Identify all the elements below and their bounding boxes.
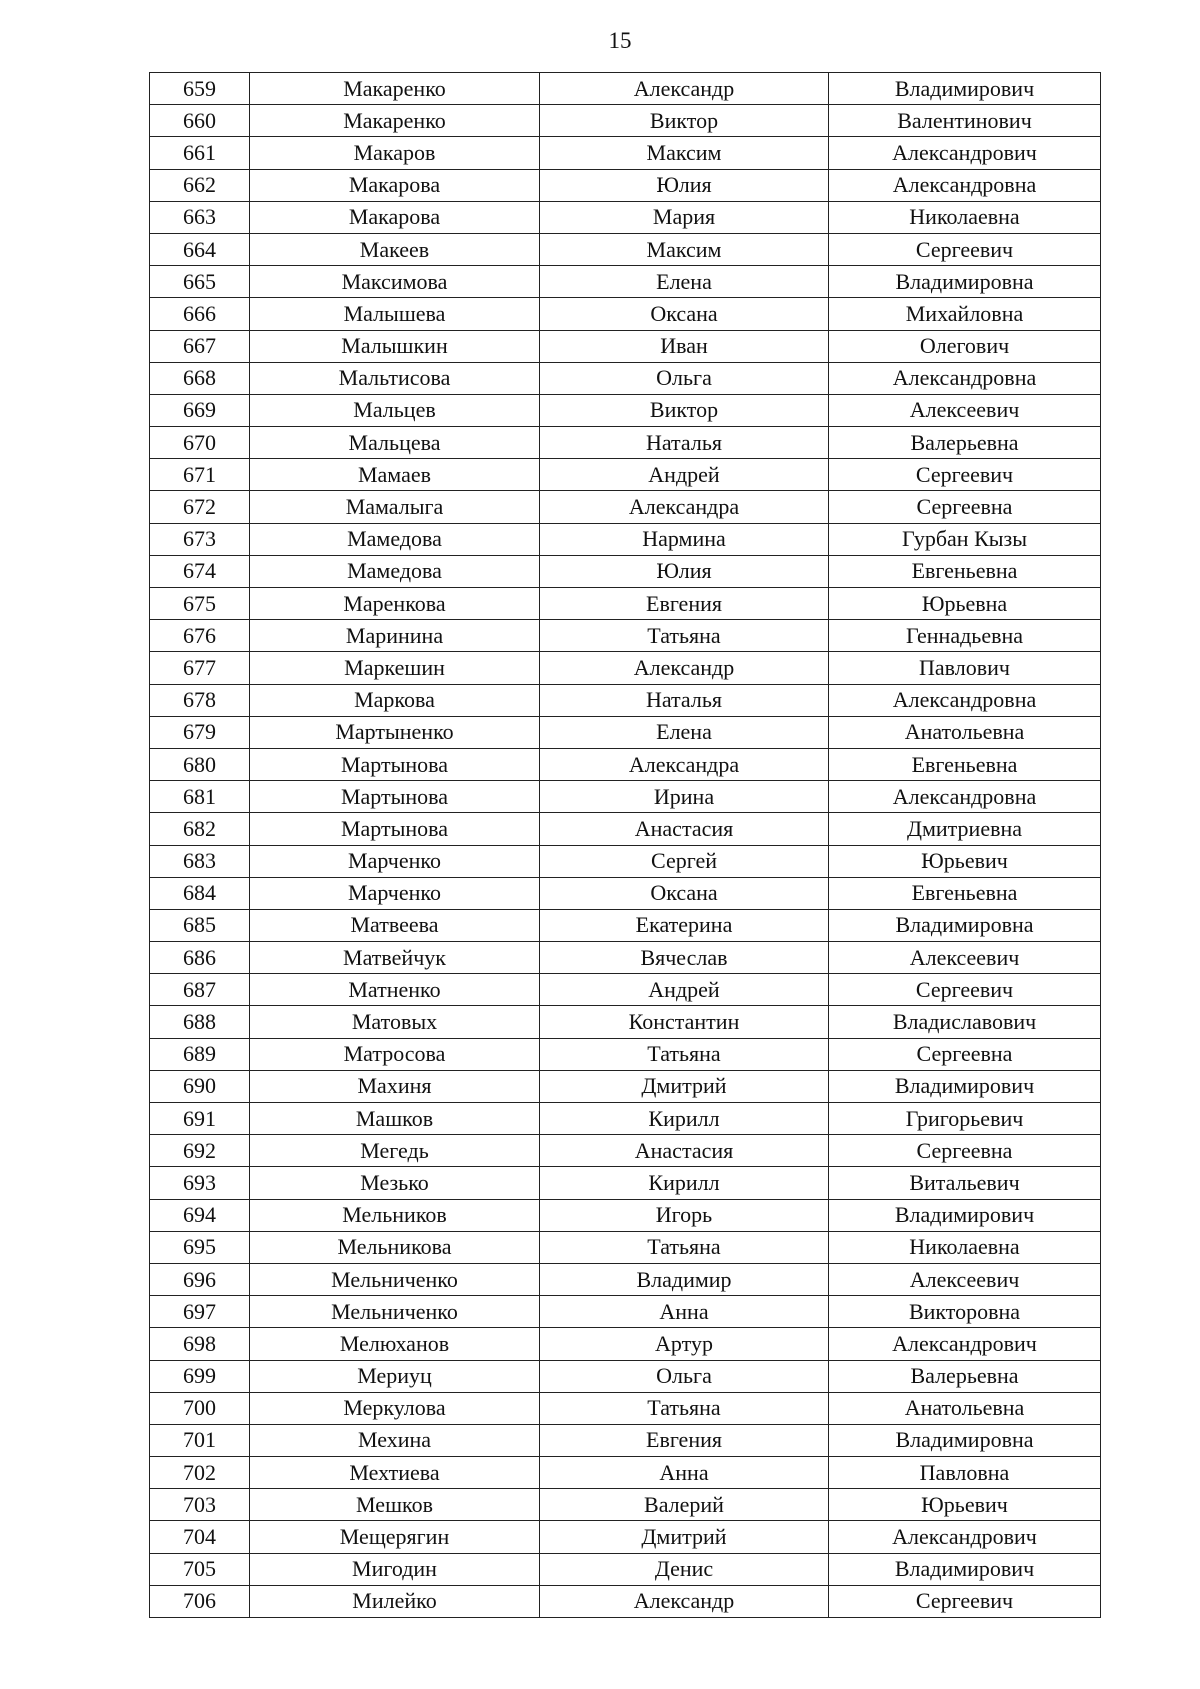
first-name-cell: Наталья: [540, 427, 829, 459]
row-number-cell: 690: [150, 1070, 250, 1102]
first-name-cell: Андрей: [540, 974, 829, 1006]
row-number-cell: 685: [150, 909, 250, 941]
patronymic-cell: Александровна: [829, 684, 1101, 716]
row-number-cell: 687: [150, 974, 250, 1006]
patronymic-cell: Юрьевич: [829, 845, 1101, 877]
last-name-cell: Матовых: [250, 1006, 540, 1038]
last-name-cell: Мегедь: [250, 1135, 540, 1167]
patronymic-cell: Сергеевич: [829, 974, 1101, 1006]
table-row: [150, 1199, 1101, 1231]
first-name-cell: Татьяна: [540, 1231, 829, 1263]
first-name-cell: Александр: [540, 1585, 829, 1617]
patronymic-cell: Алексеевич: [829, 1263, 1101, 1295]
patronymic-cell: Владимировна: [829, 266, 1101, 298]
table-row: [150, 201, 1101, 233]
patronymic-cell: Сергеевна: [829, 1135, 1101, 1167]
patronymic-cell: Владимирович: [829, 73, 1101, 105]
first-name-cell: Александр: [540, 652, 829, 684]
last-name-cell: Мамедова: [250, 523, 540, 555]
row-number-cell: 686: [150, 942, 250, 974]
last-name-cell: Мамаев: [250, 459, 540, 491]
patronymic-cell: Александрович: [829, 137, 1101, 169]
table-row: [150, 588, 1101, 620]
first-name-cell: Ольга: [540, 362, 829, 394]
last-name-cell: Максимова: [250, 266, 540, 298]
patronymic-cell: Гурбан Кызы: [829, 523, 1101, 555]
last-name-cell: Малышева: [250, 298, 540, 330]
last-name-cell: Мещерягин: [250, 1521, 540, 1553]
last-name-cell: Мериуц: [250, 1360, 540, 1392]
row-number-cell: 691: [150, 1103, 250, 1135]
patronymic-cell: Владимировна: [829, 1424, 1101, 1456]
row-number-cell: 679: [150, 716, 250, 748]
table-row: [150, 137, 1101, 169]
table-row: [150, 1585, 1101, 1617]
row-number-cell: 670: [150, 427, 250, 459]
last-name-cell: Маркешин: [250, 652, 540, 684]
first-name-cell: Дмитрий: [540, 1521, 829, 1553]
patronymic-cell: Сергеевна: [829, 491, 1101, 523]
table-row: [150, 491, 1101, 523]
last-name-cell: Макаренко: [250, 73, 540, 105]
first-name-cell: Сергей: [540, 845, 829, 877]
row-number-cell: 689: [150, 1038, 250, 1070]
table-row: [150, 105, 1101, 137]
row-number-cell: 705: [150, 1553, 250, 1585]
table-row: [150, 459, 1101, 491]
last-name-cell: Маренкова: [250, 588, 540, 620]
patronymic-cell: Евгеньевна: [829, 555, 1101, 587]
last-name-cell: Мельников: [250, 1199, 540, 1231]
last-name-cell: Макаров: [250, 137, 540, 169]
patronymic-cell: Юрьевна: [829, 588, 1101, 620]
last-name-cell: Мехина: [250, 1424, 540, 1456]
first-name-cell: Татьяна: [540, 1392, 829, 1424]
patronymic-cell: Николаевна: [829, 1231, 1101, 1263]
patronymic-cell: Владимировна: [829, 909, 1101, 941]
patronymic-cell: Алексеевич: [829, 394, 1101, 426]
table-row: [150, 1424, 1101, 1456]
last-name-cell: Макеев: [250, 233, 540, 265]
first-name-cell: Кирилл: [540, 1103, 829, 1135]
patronymic-cell: Сергеевич: [829, 459, 1101, 491]
table-row: [150, 620, 1101, 652]
table-row: [150, 427, 1101, 459]
row-number-cell: 704: [150, 1521, 250, 1553]
table-row: [150, 1038, 1101, 1070]
last-name-cell: Мезько: [250, 1167, 540, 1199]
table-row: [150, 362, 1101, 394]
table-row: [150, 684, 1101, 716]
last-name-cell: Мартыненко: [250, 716, 540, 748]
last-name-cell: Мальцева: [250, 427, 540, 459]
patronymic-cell: Михайловна: [829, 298, 1101, 330]
first-name-cell: Елена: [540, 266, 829, 298]
row-number-cell: 668: [150, 362, 250, 394]
row-number-cell: 666: [150, 298, 250, 330]
first-name-cell: Иван: [540, 330, 829, 362]
row-number-cell: 674: [150, 555, 250, 587]
table-row: [150, 1103, 1101, 1135]
first-name-cell: Виктор: [540, 105, 829, 137]
table-row: [150, 942, 1101, 974]
patronymic-cell: Александрович: [829, 1521, 1101, 1553]
row-number-cell: 673: [150, 523, 250, 555]
row-number-cell: 693: [150, 1167, 250, 1199]
last-name-cell: Марченко: [250, 877, 540, 909]
patronymic-cell: Валерьевна: [829, 1360, 1101, 1392]
first-name-cell: Наталья: [540, 684, 829, 716]
patronymic-cell: Геннадьевна: [829, 620, 1101, 652]
row-number-cell: 671: [150, 459, 250, 491]
patronymic-cell: Анатольевна: [829, 1392, 1101, 1424]
patronymic-cell: Владимирович: [829, 1553, 1101, 1585]
row-number-cell: 683: [150, 845, 250, 877]
row-number-cell: 672: [150, 491, 250, 523]
patronymic-cell: Сергеевич: [829, 233, 1101, 265]
patronymic-cell: Александрович: [829, 1328, 1101, 1360]
row-number-cell: 700: [150, 1392, 250, 1424]
first-name-cell: Анна: [540, 1296, 829, 1328]
patronymic-cell: Евгеньевна: [829, 877, 1101, 909]
last-name-cell: Матвейчук: [250, 942, 540, 974]
first-name-cell: Ирина: [540, 781, 829, 813]
patronymic-cell: Сергеевна: [829, 1038, 1101, 1070]
last-name-cell: Мелюханов: [250, 1328, 540, 1360]
table-row: [150, 1360, 1101, 1392]
last-name-cell: Мельниченко: [250, 1263, 540, 1295]
table-row: [150, 652, 1101, 684]
table-row: [150, 298, 1101, 330]
table-row: [150, 555, 1101, 587]
row-number-cell: 688: [150, 1006, 250, 1038]
row-number-cell: 677: [150, 652, 250, 684]
first-name-cell: Мария: [540, 201, 829, 233]
row-number-cell: 706: [150, 1585, 250, 1617]
last-name-cell: Макарова: [250, 201, 540, 233]
table-row: [150, 813, 1101, 845]
row-number-cell: 675: [150, 588, 250, 620]
row-number-cell: 697: [150, 1296, 250, 1328]
first-name-cell: Ольга: [540, 1360, 829, 1392]
table-row: [150, 1489, 1101, 1521]
last-name-cell: Макаренко: [250, 105, 540, 137]
patronymic-cell: Алексеевич: [829, 942, 1101, 974]
first-name-cell: Анастасия: [540, 813, 829, 845]
last-name-cell: Мальтисова: [250, 362, 540, 394]
patronymic-cell: Витальевич: [829, 1167, 1101, 1199]
first-name-cell: Игорь: [540, 1199, 829, 1231]
table-row: [150, 1296, 1101, 1328]
table-row: [150, 394, 1101, 426]
patronymic-cell: Николаевна: [829, 201, 1101, 233]
first-name-cell: Юлия: [540, 169, 829, 201]
last-name-cell: Мельниченко: [250, 1296, 540, 1328]
patronymic-cell: Александровна: [829, 169, 1101, 201]
row-number-cell: 664: [150, 233, 250, 265]
table-row: [150, 716, 1101, 748]
patronymic-cell: Владимирович: [829, 1199, 1101, 1231]
patronymic-cell: Владиславович: [829, 1006, 1101, 1038]
row-number-cell: 662: [150, 169, 250, 201]
last-name-cell: Матросова: [250, 1038, 540, 1070]
table-row: [150, 523, 1101, 555]
first-name-cell: Владимир: [540, 1263, 829, 1295]
last-name-cell: Матненко: [250, 974, 540, 1006]
row-number-cell: 682: [150, 813, 250, 845]
patronymic-cell: Анатольевна: [829, 716, 1101, 748]
table-row: [150, 1392, 1101, 1424]
name-list-table: [149, 72, 1101, 1618]
first-name-cell: Юлия: [540, 555, 829, 587]
first-name-cell: Виктор: [540, 394, 829, 426]
table-row: [150, 877, 1101, 909]
table-row: [150, 1263, 1101, 1295]
table-row: [150, 845, 1101, 877]
patronymic-cell: Александровна: [829, 781, 1101, 813]
last-name-cell: Мамалыга: [250, 491, 540, 523]
row-number-cell: 694: [150, 1199, 250, 1231]
row-number-cell: 659: [150, 73, 250, 105]
row-number-cell: 667: [150, 330, 250, 362]
table-row: [150, 1135, 1101, 1167]
patronymic-cell: Валерьевна: [829, 427, 1101, 459]
row-number-cell: 678: [150, 684, 250, 716]
table-row: [150, 781, 1101, 813]
row-number-cell: 702: [150, 1457, 250, 1489]
first-name-cell: Александра: [540, 491, 829, 523]
table-row: [150, 1521, 1101, 1553]
table-row: [150, 974, 1101, 1006]
first-name-cell: Оксана: [540, 298, 829, 330]
row-number-cell: 661: [150, 137, 250, 169]
last-name-cell: Марченко: [250, 845, 540, 877]
row-number-cell: 703: [150, 1489, 250, 1521]
patronymic-cell: Владимирович: [829, 1070, 1101, 1102]
table-row: [150, 1457, 1101, 1489]
table-row: [150, 748, 1101, 780]
row-number-cell: 681: [150, 781, 250, 813]
table-row: [150, 169, 1101, 201]
first-name-cell: Вячеслав: [540, 942, 829, 974]
row-number-cell: 665: [150, 266, 250, 298]
first-name-cell: Нармина: [540, 523, 829, 555]
table-row: [150, 1070, 1101, 1102]
first-name-cell: Татьяна: [540, 1038, 829, 1070]
first-name-cell: Денис: [540, 1553, 829, 1585]
row-number-cell: 696: [150, 1263, 250, 1295]
patronymic-cell: Валентинович: [829, 105, 1101, 137]
last-name-cell: Мальцев: [250, 394, 540, 426]
first-name-cell: Константин: [540, 1006, 829, 1038]
row-number-cell: 701: [150, 1424, 250, 1456]
first-name-cell: Татьяна: [540, 620, 829, 652]
last-name-cell: Маринина: [250, 620, 540, 652]
last-name-cell: Матвеева: [250, 909, 540, 941]
first-name-cell: Екатерина: [540, 909, 829, 941]
table-row: [150, 1167, 1101, 1199]
first-name-cell: Евгения: [540, 1424, 829, 1456]
patronymic-cell: Павлович: [829, 652, 1101, 684]
first-name-cell: Александр: [540, 73, 829, 105]
first-name-cell: Валерий: [540, 1489, 829, 1521]
patronymic-cell: Павловна: [829, 1457, 1101, 1489]
first-name-cell: Кирилл: [540, 1167, 829, 1199]
patronymic-cell: Юрьевич: [829, 1489, 1101, 1521]
last-name-cell: Меркулова: [250, 1392, 540, 1424]
row-number-cell: 684: [150, 877, 250, 909]
row-number-cell: 676: [150, 620, 250, 652]
last-name-cell: Мешков: [250, 1489, 540, 1521]
row-number-cell: 660: [150, 105, 250, 137]
table-row: [150, 1328, 1101, 1360]
row-number-cell: 698: [150, 1328, 250, 1360]
row-number-cell: 699: [150, 1360, 250, 1392]
last-name-cell: Мартынова: [250, 748, 540, 780]
first-name-cell: Артур: [540, 1328, 829, 1360]
table-row: [150, 1231, 1101, 1263]
row-number-cell: 663: [150, 201, 250, 233]
first-name-cell: Евгения: [540, 588, 829, 620]
first-name-cell: Александра: [540, 748, 829, 780]
patronymic-cell: Сергеевич: [829, 1585, 1101, 1617]
table-row: [150, 1006, 1101, 1038]
row-number-cell: 695: [150, 1231, 250, 1263]
patronymic-cell: Евгеньевна: [829, 748, 1101, 780]
table-row: [150, 909, 1101, 941]
first-name-cell: Андрей: [540, 459, 829, 491]
last-name-cell: Мартынова: [250, 813, 540, 845]
last-name-cell: Мартынова: [250, 781, 540, 813]
last-name-cell: Мельникова: [250, 1231, 540, 1263]
table-body: [150, 73, 1101, 1618]
last-name-cell: Милейко: [250, 1585, 540, 1617]
table-row: [150, 1553, 1101, 1585]
patronymic-cell: Александровна: [829, 362, 1101, 394]
first-name-cell: Анастасия: [540, 1135, 829, 1167]
last-name-cell: Малышкин: [250, 330, 540, 362]
first-name-cell: Максим: [540, 233, 829, 265]
first-name-cell: Оксана: [540, 877, 829, 909]
patronymic-cell: Григорьевич: [829, 1103, 1101, 1135]
row-number-cell: 680: [150, 748, 250, 780]
row-number-cell: 669: [150, 394, 250, 426]
last-name-cell: Маркова: [250, 684, 540, 716]
table-row: [150, 233, 1101, 265]
row-number-cell: 692: [150, 1135, 250, 1167]
first-name-cell: Дмитрий: [540, 1070, 829, 1102]
table-row: [150, 73, 1101, 105]
first-name-cell: Елена: [540, 716, 829, 748]
last-name-cell: Мамедова: [250, 555, 540, 587]
first-name-cell: Максим: [540, 137, 829, 169]
page-number: 15: [608, 28, 632, 53]
last-name-cell: Махиня: [250, 1070, 540, 1102]
patronymic-cell: Дмитриевна: [829, 813, 1101, 845]
table-row: [150, 266, 1101, 298]
last-name-cell: Мигодин: [250, 1553, 540, 1585]
last-name-cell: Макарова: [250, 169, 540, 201]
patronymic-cell: Викторовна: [829, 1296, 1101, 1328]
last-name-cell: Машков: [250, 1103, 540, 1135]
table-row: [150, 330, 1101, 362]
first-name-cell: Анна: [540, 1457, 829, 1489]
patronymic-cell: Олегович: [829, 330, 1101, 362]
last-name-cell: Мехтиева: [250, 1457, 540, 1489]
